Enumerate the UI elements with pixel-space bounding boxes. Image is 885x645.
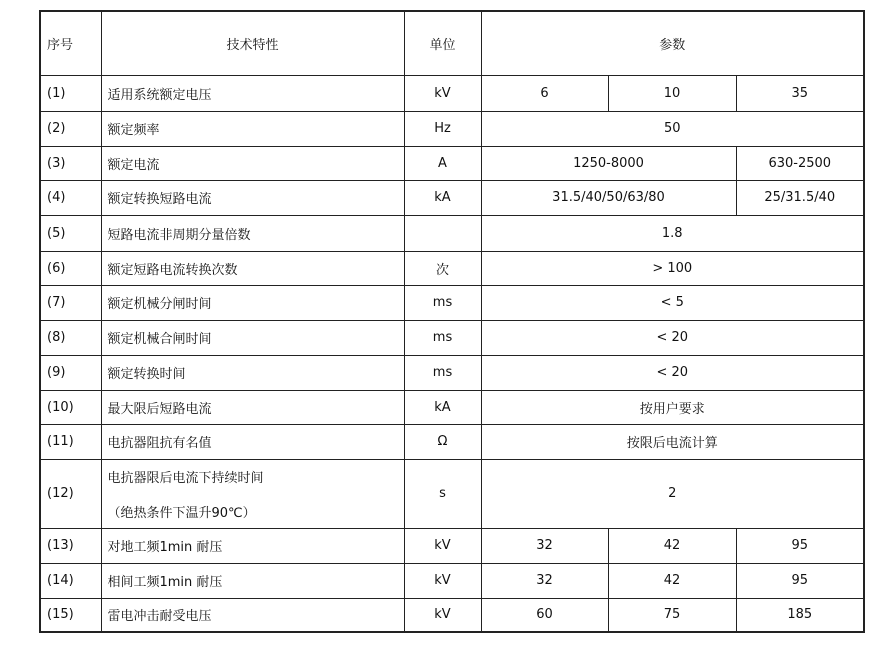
table-row — [40, 75, 864, 111]
row-name: 额定频率 — [101, 111, 404, 146]
table-row — [40, 285, 864, 320]
row-unit: kV — [404, 528, 481, 563]
row-value: 95 — [736, 528, 864, 563]
row-index: (13) — [40, 528, 101, 563]
row-name: 适用系统额定电压 — [101, 75, 404, 111]
row-value: 按用户要求 — [481, 390, 864, 424]
row-value: 6 — [481, 75, 608, 111]
row-unit: A — [404, 146, 481, 180]
row-value: > 100 — [481, 251, 864, 285]
row-value: 10 — [608, 75, 736, 111]
table-row — [40, 180, 864, 215]
table-row — [40, 424, 864, 459]
table-row — [40, 146, 864, 180]
row-index: (5) — [40, 215, 101, 251]
table-row — [40, 390, 864, 424]
table-row — [40, 355, 864, 390]
row-index: (11) — [40, 424, 101, 459]
row-unit: 次 — [404, 251, 481, 285]
row-name: 短路电流非周期分量倍数 — [101, 215, 404, 251]
row-name: 电抗器阻抗有名值 — [101, 424, 404, 459]
table-row — [40, 251, 864, 285]
row-name: 雷电冲击耐受电压 — [101, 598, 404, 632]
header-unit: 单位 — [404, 11, 481, 75]
row-value: < 20 — [481, 355, 864, 390]
row-index: (9) — [40, 355, 101, 390]
spec-table — [39, 10, 865, 633]
row-unit — [404, 215, 481, 251]
row-name: 对地工频1min 耐压 — [101, 528, 404, 563]
header-property: 技术特性 — [101, 11, 404, 75]
row-value: 35 — [736, 75, 864, 111]
row-unit: ms — [404, 320, 481, 355]
row-value: 1250-8000 — [481, 146, 736, 180]
table-row — [40, 320, 864, 355]
row-index: (3) — [40, 146, 101, 180]
row-value: 75 — [608, 598, 736, 632]
row-unit: Hz — [404, 111, 481, 146]
row-value: 185 — [736, 598, 864, 632]
table-row — [40, 563, 864, 598]
row-name: 电抗器限后电流下持续时间 — [107, 470, 264, 486]
row-unit: ms — [404, 285, 481, 320]
row-unit: kA — [404, 390, 481, 424]
row-name: 额定短路电流转换次数 — [101, 251, 404, 285]
row-index: (2) — [40, 111, 101, 146]
table-row — [40, 598, 864, 632]
row-unit: kV — [404, 75, 481, 111]
row-name: 额定转换短路电流 — [101, 180, 404, 215]
row-value: 25/31.5/40 — [736, 180, 864, 215]
row-index: (1) — [40, 75, 101, 111]
table-row — [40, 528, 864, 563]
row-unit: kA — [404, 180, 481, 215]
row-value: 按限后电流计算 — [481, 424, 864, 459]
row-value: 630-2500 — [736, 146, 864, 180]
row-index: (6) — [40, 251, 101, 285]
row-name: 额定机械分闸时间 — [101, 285, 404, 320]
row-unit: s — [404, 459, 481, 528]
row-index: (7) — [40, 285, 101, 320]
row-unit: kV — [404, 598, 481, 632]
table-row — [40, 459, 864, 528]
row-name-note: （绝热条件下温升90℃） — [107, 505, 256, 521]
row-value: 60 — [481, 598, 608, 632]
header-index: 序号 — [40, 11, 101, 75]
row-index: (10) — [40, 390, 101, 424]
row-value: < 20 — [481, 320, 864, 355]
row-value: 42 — [608, 528, 736, 563]
row-name: 额定机械合闸时间 — [101, 320, 404, 355]
row-value: < 5 — [481, 285, 864, 320]
row-unit: Ω — [404, 424, 481, 459]
row-value: 31.5/40/50/63/80 — [481, 180, 736, 215]
row-value: 50 — [481, 111, 864, 146]
row-value: 42 — [608, 563, 736, 598]
row-unit: ms — [404, 355, 481, 390]
header-params: 参数 — [481, 11, 864, 75]
row-value: 32 — [481, 528, 608, 563]
row-value: 95 — [736, 563, 864, 598]
row-name: 相间工频1min 耐压 — [101, 563, 404, 598]
table-row — [40, 215, 864, 251]
row-index: (15) — [40, 598, 101, 632]
row-unit: kV — [404, 563, 481, 598]
row-value: 32 — [481, 563, 608, 598]
header-row — [40, 11, 864, 75]
table-row — [40, 111, 864, 146]
row-name-cell — [101, 459, 404, 528]
row-index: (4) — [40, 180, 101, 215]
row-index: (8) — [40, 320, 101, 355]
row-value: 1.8 — [481, 215, 864, 251]
row-name: 额定转换时间 — [101, 355, 404, 390]
row-name: 最大限后短路电流 — [101, 390, 404, 424]
row-index: (12) — [40, 459, 101, 528]
row-value: 2 — [481, 459, 864, 528]
row-index: (14) — [40, 563, 101, 598]
row-name: 额定电流 — [101, 146, 404, 180]
